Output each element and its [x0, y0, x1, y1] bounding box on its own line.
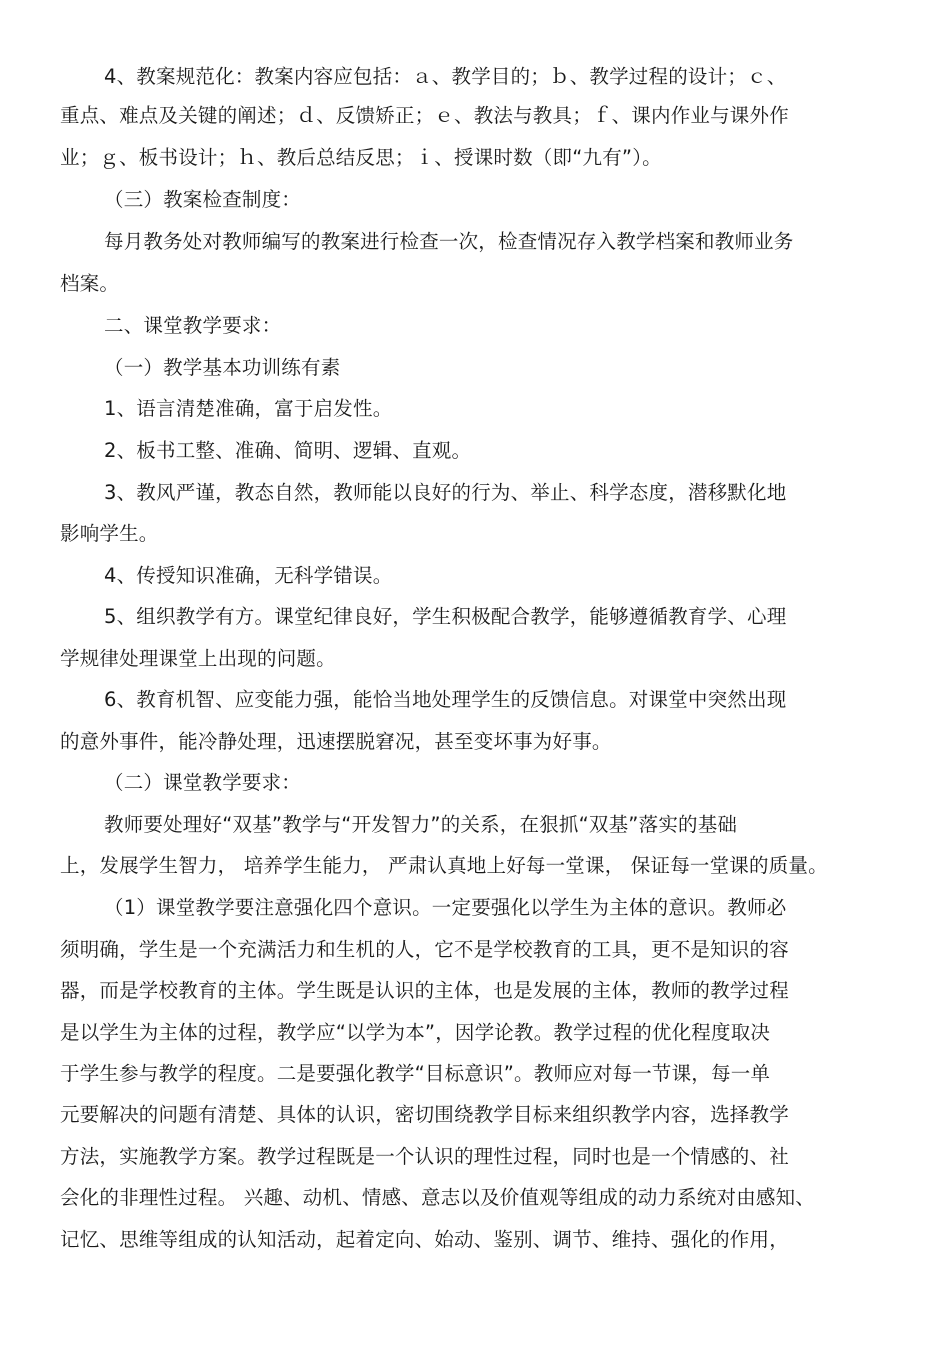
text-line: 1、语言清楚准确，富于启发性。	[104, 397, 393, 420]
text-line: 须明确，学生是一个充满活力和生机的人，它不是学校教育的工具，更不是知识的容	[60, 938, 789, 961]
text-line: 2、板书工整、准确、简明、逻辑、直观。	[104, 439, 472, 462]
text-line: （三）教案检查制度：	[104, 188, 302, 211]
text-line: （二）课堂教学要求：	[104, 771, 302, 794]
text-line: 业；ｇ、板书设计；ｈ、教后总结反思；ｉ、授课时数（即“九有”）。	[60, 146, 662, 169]
text-line: 的意外事件，能冷静处理，迅速摆脱窘况，甚至变坏事为好事。	[60, 730, 612, 753]
text-line: 每月教务处对教师编写的教案进行检查一次，检查情况存入教学档案和教师业务	[104, 230, 794, 253]
text-line: 是以学生为主体的过程，教学应“以学为本”，因学论教。教学过程的优化程度取决	[60, 1021, 771, 1044]
text-line: 影响学生。	[60, 522, 159, 545]
text-line: 器，而是学校教育的主体。学生既是认识的主体，也是发展的主体，教师的教学过程	[60, 979, 789, 1002]
text-line: 二、课堂教学要求：	[104, 314, 282, 337]
text-line: 教师要处理好“双基”教学与“开发智力”的关系，在狠抓“双基”落实的基础	[104, 813, 738, 836]
text-line: （1）课堂教学要注意强化四个意识。一定要强化以学生为主体的意识。教师必	[104, 896, 787, 919]
text-line: 4、传授知识准确，无科学错误。	[104, 564, 393, 587]
text-line: 方法，实施教学方案。教学过程既是一个认识的理性过程，同时也是一个情感的、社	[60, 1145, 789, 1168]
text-line: 上，发展学生智力， 培养学生能力， 严肃认真地上好每一堂课， 保证每一堂课的质量。	[60, 854, 828, 877]
text-line: 重点、难点及关键的阐述；ｄ、反馈矫正；ｅ、教法与教具；ｆ、课内作业与课外作	[60, 104, 789, 127]
text-line: （一）教学基本功训练有素	[104, 356, 341, 379]
text-line: 3、教风严谨，教态自然，教师能以良好的行为、举止、科学态度，潜移默化地	[104, 481, 787, 504]
text-line: 学规律处理课堂上出现的问题。	[60, 647, 336, 670]
text-line: 4、教案规范化：教案内容应包括：ａ、教学目的；ｂ、教学过程的设计；ｃ、	[104, 65, 787, 88]
text-line: 于学生参与教学的程度。二是要强化教学“目标意识”。教师应对每一节课，每一单	[60, 1062, 771, 1085]
text-line: 元要解决的问题有清楚、具体的认识，密切围绕教学目标来组织教学内容，选择教学	[60, 1103, 789, 1126]
text-line: 会化的非理性过程。 兴趣、动机、情感、意志以及价值观等组成的动力系统对由感知、	[60, 1186, 815, 1209]
text-line: 记忆、思维等组成的认知活动，起着定向、始动、鉴别、调节、维持、强化的作用，	[60, 1228, 789, 1251]
text-line: 5、组织教学有方。课堂纪律良好，学生积极配合教学，能够遵循教育学、心理	[104, 605, 787, 628]
text-line: 6、教育机智、应变能力强，能恰当地处理学生的反馈信息。对课堂中突然出现	[104, 688, 787, 711]
text-line: 档案。	[60, 272, 120, 295]
